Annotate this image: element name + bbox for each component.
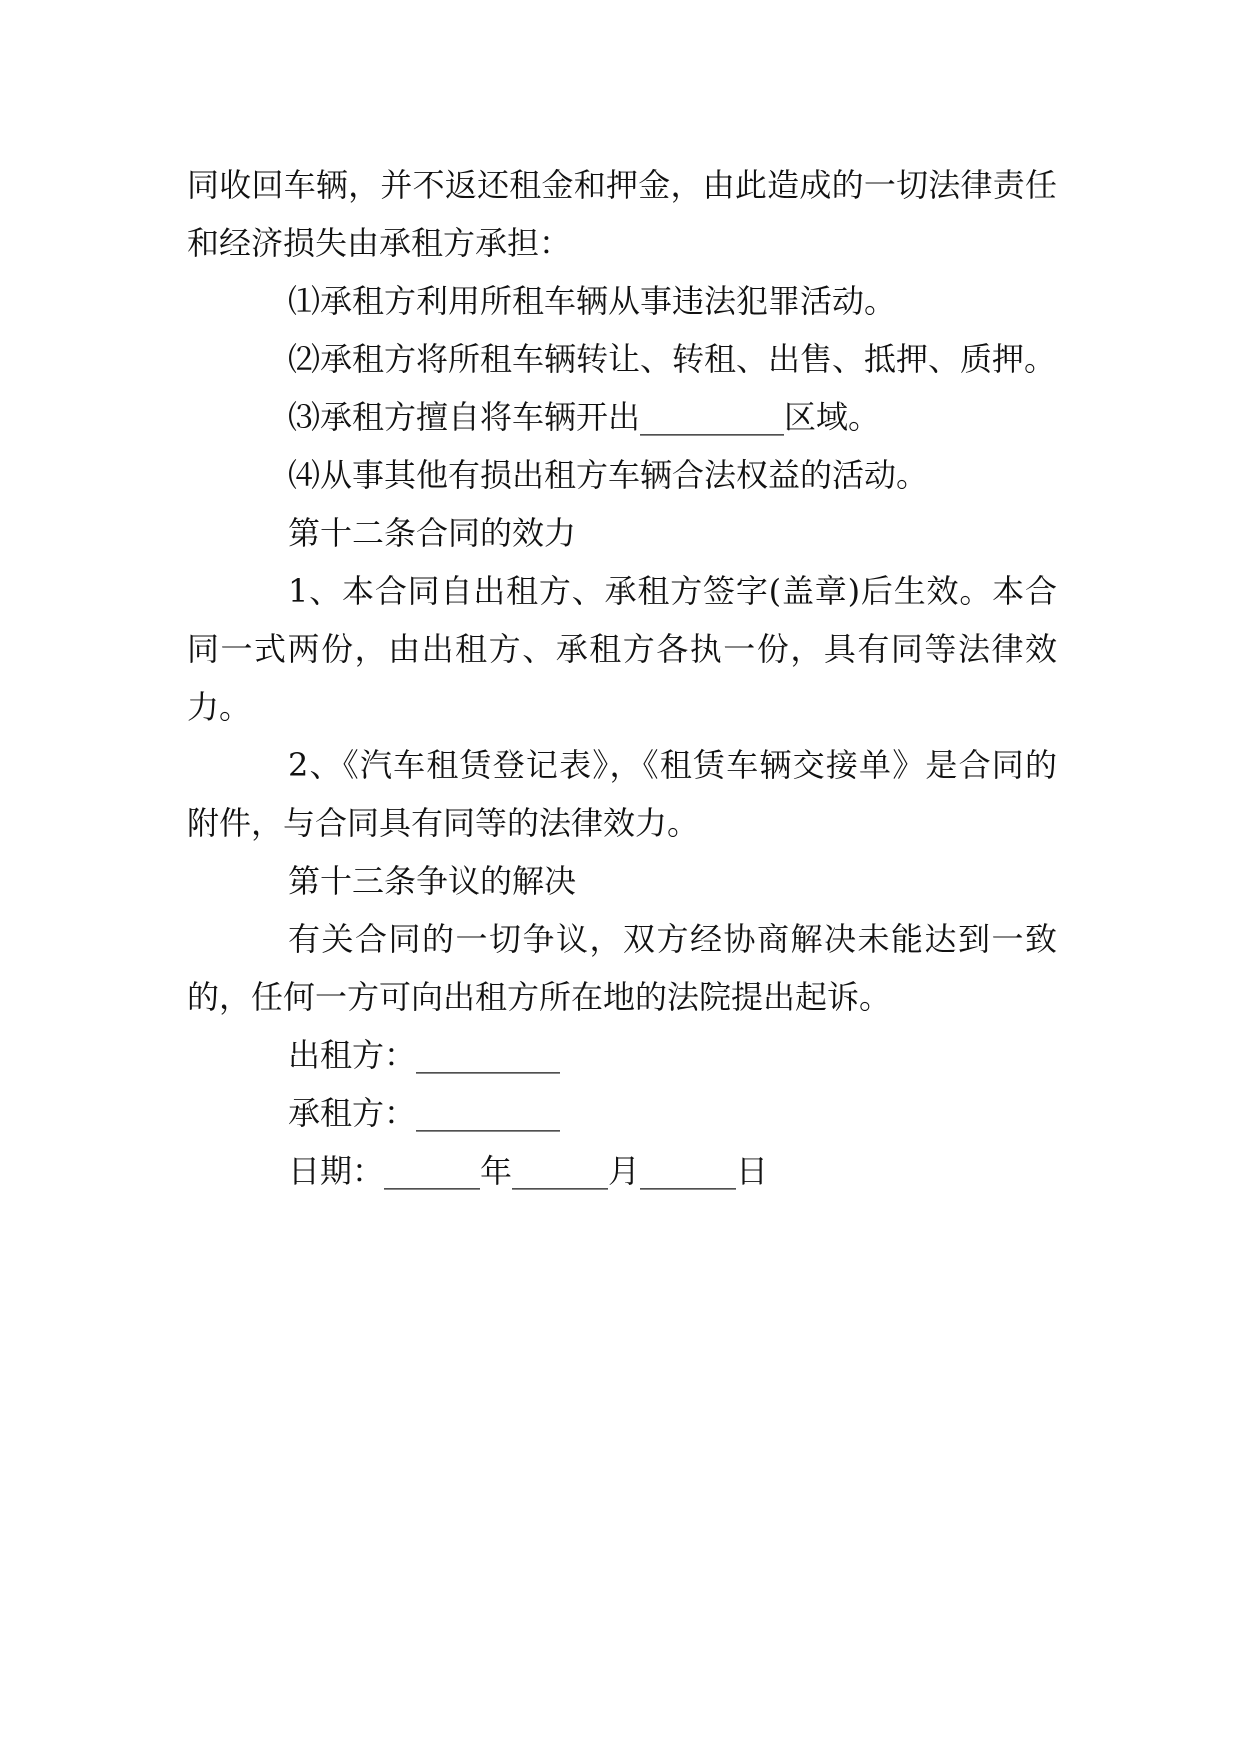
clause-item-1: ⑴承租方利用所租车辆从事违法犯罪活动。 [288,282,897,320]
article-13-heading: 第十三条争议的解决 [288,862,577,900]
article-12-item-1: 1、本合同自出租方、承租方签字(盖章)后生效。本合同一式两份，由出租方、承租方各执一份，具有同等法律效力。 [187,572,1057,726]
document-body [187,156,1057,1200]
clause-item-4: ⑷从事其他有损出租方车辆合法权益的活动。 [288,456,929,494]
clause-item-3: ⑶承租方擅自将车辆开出_________区域。 [288,398,881,436]
article-13-body: 有关合同的一切争议，双方经协商解决未能达到一致的，任何一方可向出租方所在地的法院提出起诉。 [187,920,1057,1016]
date-line: 日期：______年______月______日 [288,1152,769,1190]
article-12-item-2: 2、《汽车租赁登记表》，《租赁车辆交接单》是合同的附件，与合同具有同等的法律效力。 [187,746,1057,842]
article-12-heading: 第十二条合同的效力 [288,514,577,552]
clause-item-2: ⑵承租方将所租车辆转让、转租、出售、抵押、质押。 [288,340,1057,378]
lessor-signature-line: 出租方：_________ [288,1036,561,1074]
lessee-signature-line: 承租方：_________ [288,1094,561,1132]
paragraph-continuation: 同收回车辆，并不返还租金和押金，由此造成的一切法律责任和经济损失由承租方承担： [187,166,1057,262]
